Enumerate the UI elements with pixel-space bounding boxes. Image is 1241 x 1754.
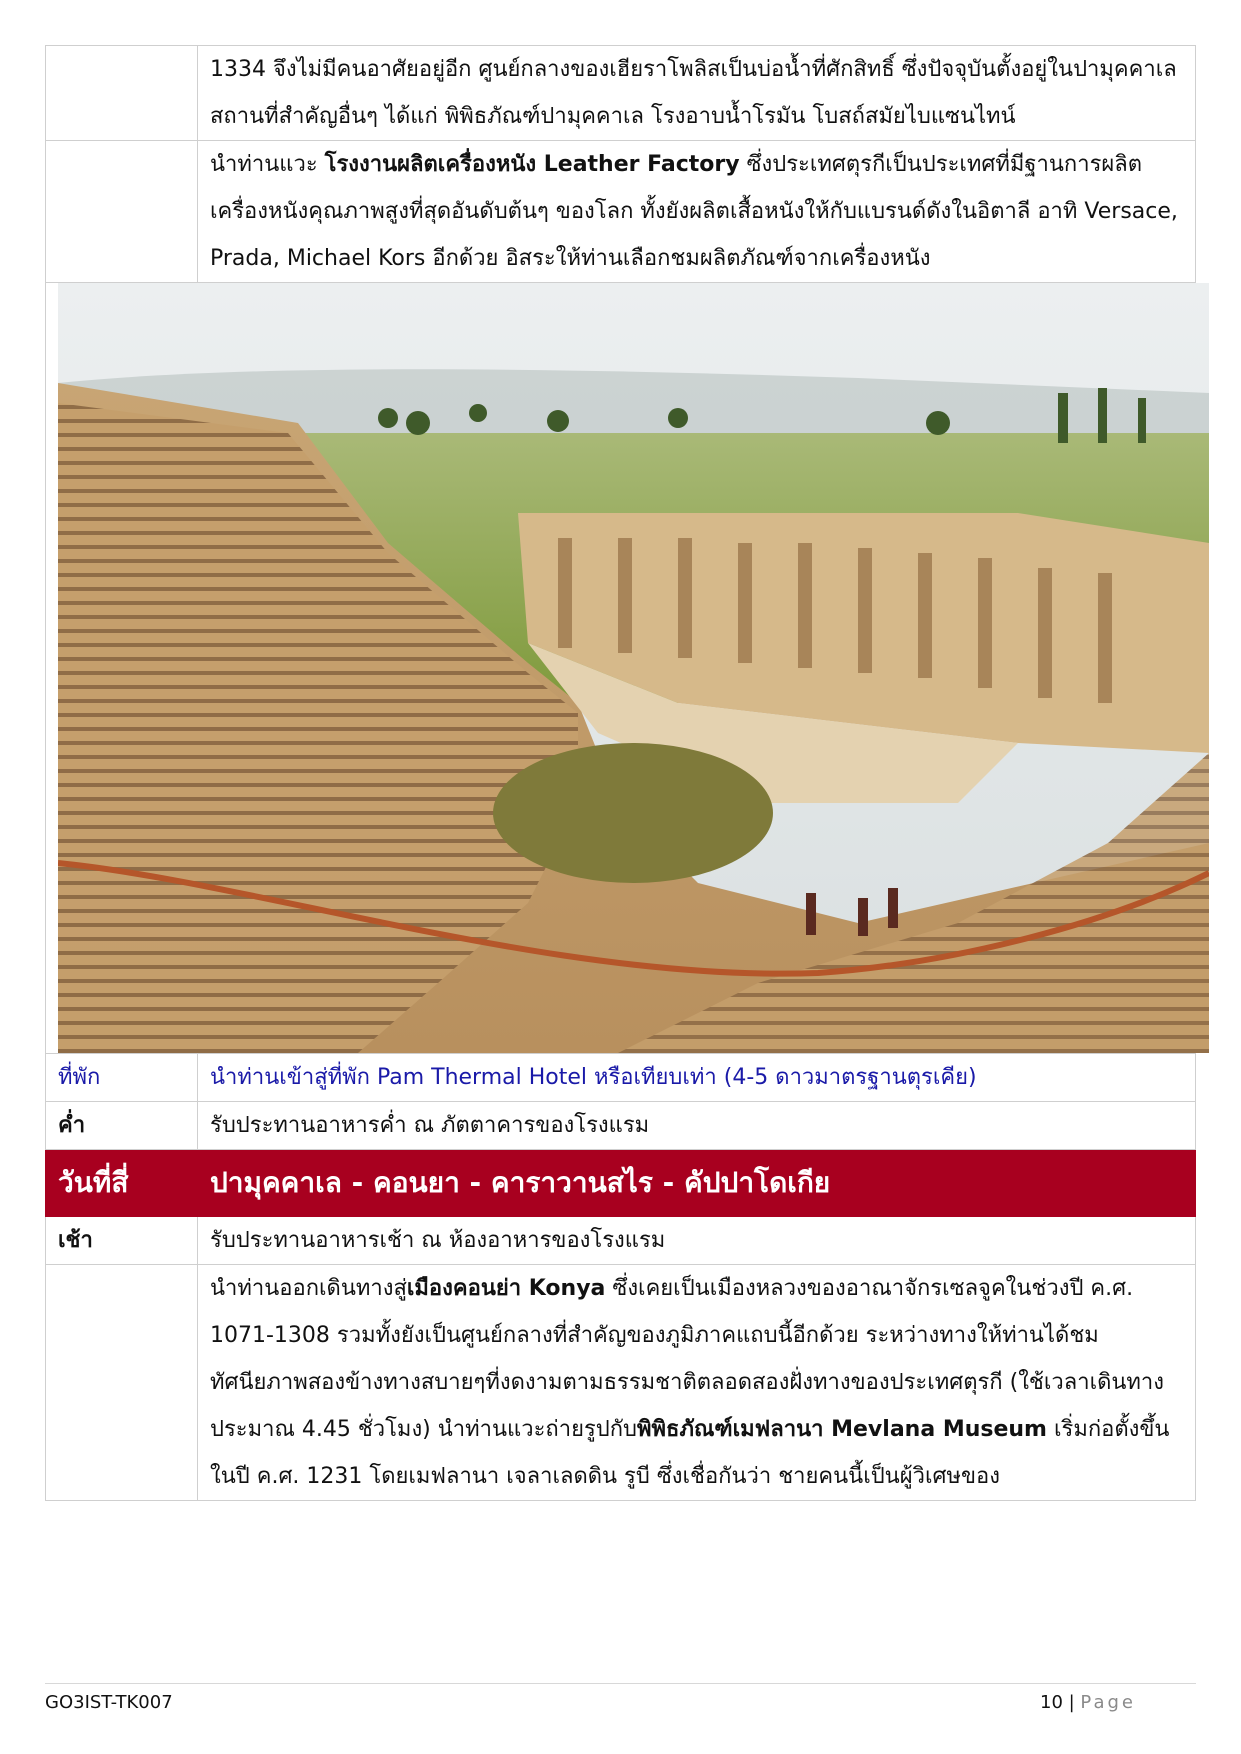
- table-row: [46, 1054, 1196, 1102]
- itinerary-table: [45, 45, 1196, 1501]
- hotel-label: ที่พัก: [46, 1054, 198, 1102]
- table-row: [46, 1102, 1196, 1150]
- table-row: [46, 1265, 1196, 1501]
- hierapolis-description: 1334 จึงไม่มีคนอาศัยอยู่อีก ศูนย์กลางของเฮียราโพลิสเป็นบ่อน้ำที่ศักสิทธิ์ ซึ่งปัจจุบันตั้งอยู่ในปามุคคาเล สถานที่สำคัญอื่นๆ ได้แก่ พิพิธภัณฑ์ปามุคคาเล โรงอาบน้ำโรมัน โบสถ์สมัยไบแซนไทน์: [198, 46, 1196, 141]
- konya-description: นำท่านออกเดินทางสู่เมืองคอนย่า Konya ซึ่งเคยเป็นเมืองหลวงของอาณาจักรเซลจูคในช่วงปี ค.ศ. 1071-1308 รวมทั้งยังเป็นศูนย์กลางที่สำคัญของภูมิภาคแถบนี้อีกด้วย ระหว่างทางให้ท่านได้ชมทัศนียภาพสองข้างทางสบายๆที่งดงามตามธรรมชาติตลอดสองฝั่งทางของประเทศตุรกี (ใช้เวลาเดินทางประมาณ 4.45 ชั่วโมง) นำท่านแวะถ่ายรูปกับพิพิธภัณฑ์เมฟลานา Mevlana Museum เริ่มก่อตั้งขึ้นในปี ค.ศ. 1231 โดยเมฟลานา เจลาเลดดิน รูบี ซึ่งเชื่อกันว่า ชายคนนี้เป็นผู้วิเศษของ: [198, 1265, 1196, 1501]
- breakfast-text: รับประทานอาหารเช้า ณ ห้องอาหารของโรงแรม: [198, 1217, 1196, 1265]
- empty-label-cell: [46, 46, 198, 141]
- photo-cell: [46, 283, 1196, 1054]
- table-row: [46, 141, 1196, 283]
- mevlana-museum-name: พิพิธภัณฑ์เมฟลานา Mevlana Museum: [637, 1417, 1047, 1442]
- table-row: [46, 46, 1196, 141]
- leather-factory-description: นำท่านแวะ โรงงานผลิตเครื่องหนัง Leather Factory ซึ่งประเทศตุรกีเป็นประเทศที่มีฐานการผลิตเครื่องหนังคุณภาพสูงที่สุดอันดับต้นๆ ของโลก ทั้งยังผลิตเสื้อหนังให้กับแบรนด์ดังในอิตาลี อาทิ Versace, Prada, Michael Kors อีกด้วย อิสระให้ท่านเลือกชมผลิตภัณฑ์จากเครื่องหนัง: [198, 141, 1196, 283]
- breakfast-label: เช้า: [46, 1217, 198, 1265]
- konya-name: เมืองคอนย่า Konya: [406, 1276, 606, 1301]
- day-title: ปามุคคาเล - คอนยา - คาราวานสไร - คัปปาโดเกีย: [198, 1150, 1196, 1217]
- empty-label-cell: [46, 141, 198, 283]
- itinerary-page: [45, 45, 1196, 1501]
- table-row: [46, 1217, 1196, 1265]
- table-row: [46, 283, 1196, 1054]
- day-label: วันที่สี่: [46, 1150, 198, 1217]
- hierapolis-theatre-photo: [58, 283, 1209, 1053]
- dinner-label: ค่ำ: [46, 1102, 198, 1150]
- page-footer: [45, 1683, 1196, 1713]
- page-number: 10 | Page: [1040, 1692, 1136, 1713]
- hotel-text: นำท่านเข้าสู่ที่พัก Pam Thermal Hotel หรือเทียบเท่า (4-5 ดาวมาตรฐานตุรเคีย): [198, 1054, 1196, 1102]
- leather-factory-name: โรงงานผลิตเครื่องหนัง Leather Factory: [324, 152, 740, 177]
- empty-label-cell: [46, 1265, 198, 1501]
- day-header-row: [46, 1150, 1196, 1217]
- document-code: GO3IST-TK007: [45, 1692, 173, 1713]
- dinner-text: รับประทานอาหารค่ำ ณ ภัตตาคารของโรงแรม: [198, 1102, 1196, 1150]
